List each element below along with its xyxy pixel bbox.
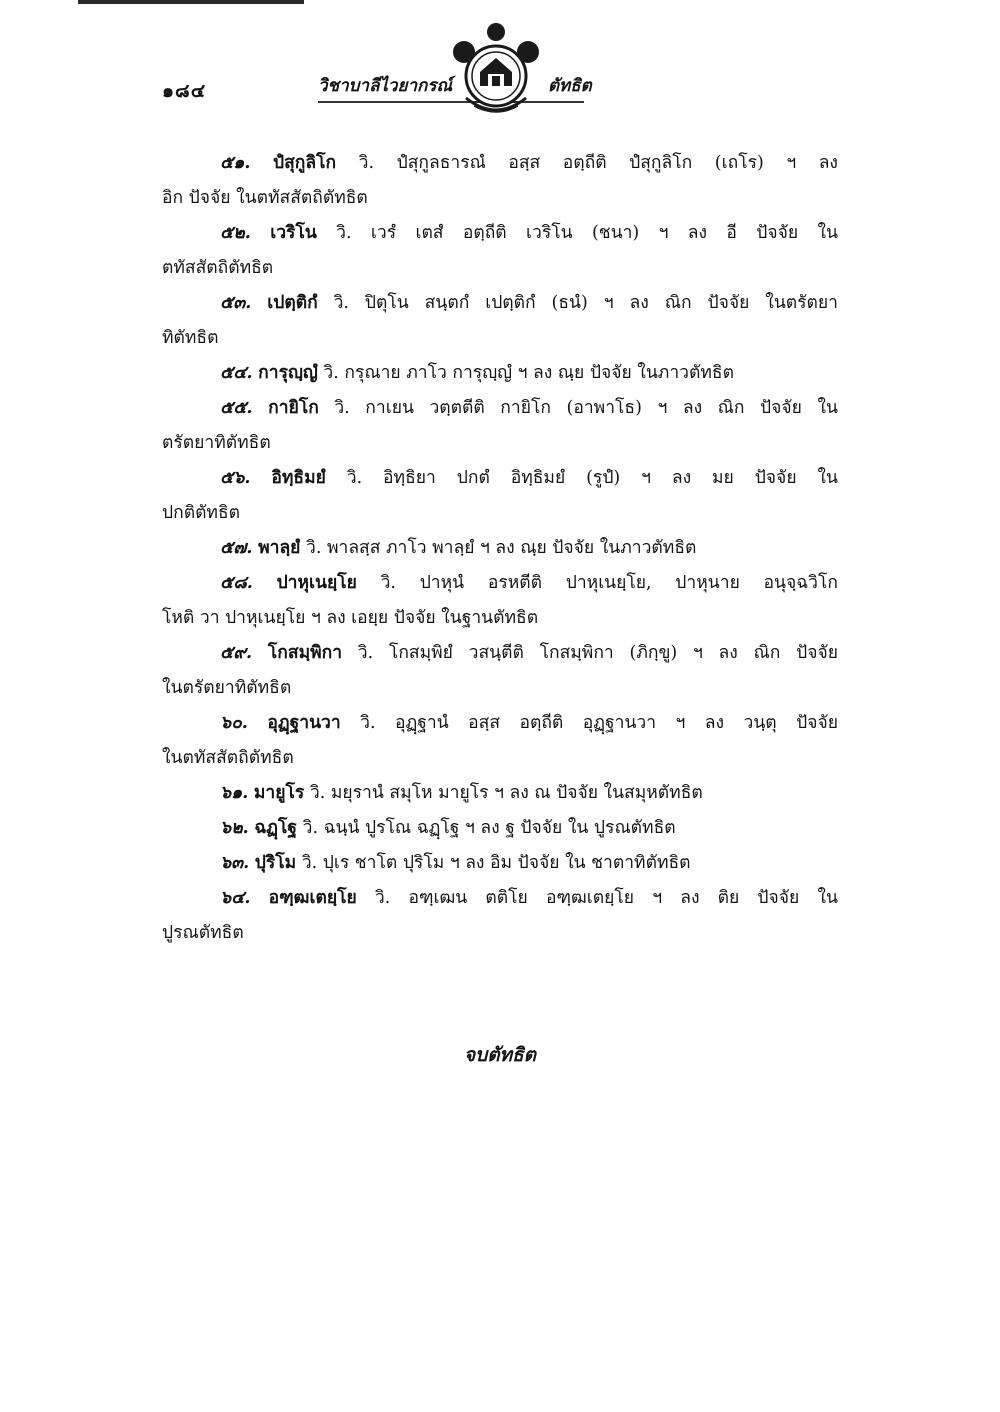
- entry-word: อุฏฺฐานวา: [267, 713, 341, 733]
- entry: [162, 776, 838, 811]
- entry: [162, 706, 838, 776]
- entry-text: วิ. ฉนฺนํ ปูรโณ ฉฏฺโฐ ฯ ลง ฐ ปัจจัย ใน ปูรณตัทธิต: [302, 818, 676, 838]
- entry: [162, 881, 838, 951]
- entry-text: วิ. เวรํ เตสํ อตฺถีติ เวริโน (ชนา) ฯ ลง อี ปัจจัย ใน: [336, 223, 838, 243]
- entry-number: ๖๓.: [220, 853, 250, 873]
- entry-continuation: ปูรณตัทธิต: [162, 923, 244, 943]
- entry-number: ๕๓.: [220, 293, 252, 313]
- header-left-title: วิชาบาลีไวยากรณ์: [318, 76, 453, 96]
- page-number: ๑๘๔: [162, 80, 207, 102]
- entry: [162, 636, 838, 706]
- closing-title: จบตัทธิต: [464, 1044, 536, 1066]
- entry-word: การุญฺญํ: [258, 363, 318, 383]
- entry-word: ฉฏฺโฐ: [254, 818, 298, 838]
- entry-text: วิ. กรุณาย ภาโว การุญฺญํ ฯ ลง ณฺย ปัจจัย ในภาวตัทธิต: [323, 363, 734, 383]
- entry-text: วิ. ปาหุนํ อรหตีติ ปาหุเนยฺโย, ปาหุนาย อนุจฺฉวิโก: [380, 573, 838, 593]
- entry-text: วิ. อฑฺเฒน ตติโย อฑฺฒเตยฺโย ฯ ลง ติย ปัจจัย ใน: [374, 888, 838, 908]
- entry-word: ปาหุเนยฺโย: [276, 573, 357, 593]
- header-right-title: ตัทธิต: [548, 76, 592, 96]
- entry-word: อฑฺฒเตยฺโย: [268, 888, 357, 908]
- entry-text: วิ. ปุเร ชาโต ปุริโม ฯ ลง อิม ปัจจัย ใน ชาตาทิตัทธิต: [301, 853, 691, 873]
- entry-text: วิ. อิทฺธิยา ปกตํ อิทฺธิมยํ (รูปํ) ฯ ลง มย ปัจจัย ใน: [346, 468, 838, 488]
- entry-number: ๕๘.: [220, 573, 253, 593]
- entry-text: วิ. มยุรานํ สมุโห มายูโร ฯ ลง ณ ปัจจัย ในสมุหตัทธิต: [309, 783, 703, 803]
- entry-text: วิ. อุฏฺฐานํ อสฺส อตฺถีติ อุฏฺฐานวา ฯ ลง วนฺตุ ปัจจัย: [360, 713, 838, 733]
- entry-continuation: ในตรัตยาทิตัทธิต: [162, 678, 292, 698]
- entry-number: ๖๔.: [220, 888, 251, 908]
- entry: [162, 566, 838, 636]
- entry: [162, 846, 838, 881]
- entry-number: ๕๗.: [220, 538, 253, 558]
- entry: [162, 391, 838, 461]
- entry: [162, 146, 838, 216]
- entry-number: ๕๒.: [220, 223, 251, 243]
- entry-continuation: อิก ปัจจัย ในตทัสสัตถิตัทธิต: [162, 188, 368, 208]
- entry-word: มายูโร: [253, 783, 305, 803]
- entry: [162, 531, 838, 566]
- entry-number: ๖๑.: [220, 783, 249, 803]
- entry-continuation: โหติ วา ปาหุเนยฺโย ฯ ลง เอยฺย ปัจจัย ในฐานตัทธิต: [162, 608, 539, 628]
- entry-continuation: ในตทัสสัตถิตัทธิต: [162, 748, 294, 768]
- entry: [162, 356, 838, 391]
- entry-number: ๖๒.: [220, 818, 249, 838]
- entry-number: ๕๑.: [220, 153, 251, 173]
- entry-text: วิ. พาลสฺส ภาโว พาลฺยํ ฯ ลง ณฺย ปัจจัย ในภาวตัทธิต: [306, 538, 697, 558]
- entry-text: วิ. กาเยน วตฺตตีติ กายิโก (อาพาโธ) ฯ ลง ณิก ปัจจัย ใน: [334, 398, 838, 418]
- entry-word: ปํสุกูลิโก: [273, 153, 337, 173]
- entry-text: วิ. โกสมฺพิยํ วสนฺตีติ โกสมฺพิกา (ภิกฺขู) ฯ ลง ณิก ปัจจัย: [357, 643, 838, 663]
- entry-number: ๕๔.: [220, 363, 253, 383]
- entry-continuation: ทิตัทธิต: [162, 328, 219, 348]
- temple-seal-icon: [448, 18, 544, 122]
- entry-continuation: ตรัตยาทิตัทธิต: [162, 433, 271, 453]
- entry-word: เวริโน: [270, 223, 317, 243]
- entry: [162, 811, 838, 846]
- entry-word: พาลฺยํ: [258, 538, 301, 558]
- entry-text: วิ. ปํสุกูลธารณํ อสฺส อตฺถีติ ปํสุกูลิโก (เถโร) ฯ ลง: [358, 153, 838, 173]
- entry-number: ๖๐.: [220, 713, 248, 733]
- entry-word: เปตฺติกํ: [267, 293, 318, 313]
- top-rule: [78, 0, 304, 4]
- entry-continuation: ปกติตัทธิต: [162, 503, 241, 523]
- entry-number: ๕๙.: [220, 643, 253, 663]
- entry: [162, 461, 838, 531]
- entry-word: โกสมฺพิกา: [267, 643, 343, 663]
- entry-list: [0, 146, 1000, 951]
- entry-text: วิ. ปิตุโน สนฺตกํ เปตฺติกํ (ธนํ) ฯ ลง ณิก ปัจจัย ในตรัตยา: [333, 293, 838, 313]
- entry: [162, 216, 838, 286]
- entry-continuation: ตทัสสัตถิตัทธิต: [162, 258, 274, 278]
- entry-number: ๕๕.: [220, 398, 253, 418]
- entry: [162, 286, 838, 356]
- entry-word: ปุริโม: [254, 853, 297, 873]
- entry-number: ๕๖.: [220, 468, 251, 488]
- entry-word: กายิโก: [268, 398, 319, 418]
- entry-word: อิทฺธิมยํ: [271, 468, 326, 488]
